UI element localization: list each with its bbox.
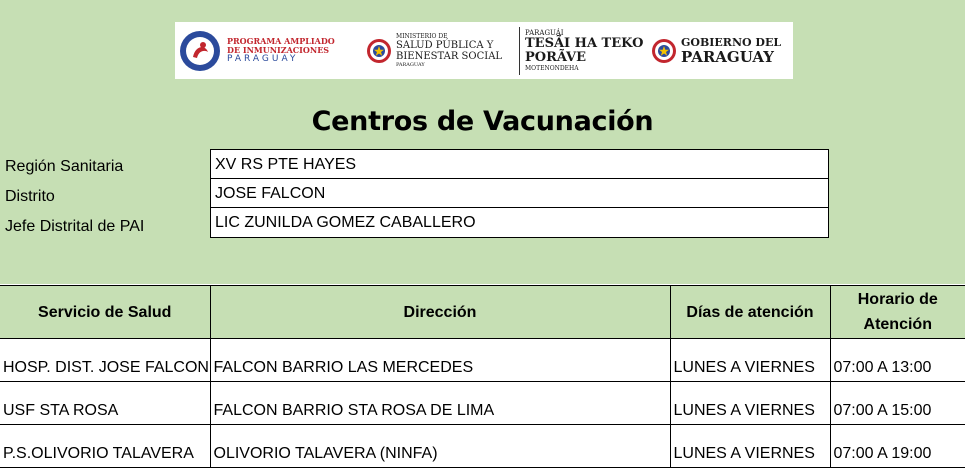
national-seal-icon — [366, 36, 392, 66]
cell-servicio: USF STA ROSA — [0, 382, 210, 425]
ministerio-logo — [354, 22, 514, 79]
tesai-line-1: PARAGUÁI — [525, 29, 564, 37]
cell-servicio: HOSP. DIST. JOSE FALCON — [0, 339, 210, 382]
header-horario: Horario de Atención — [830, 286, 965, 339]
logo-banner — [175, 22, 793, 79]
tesai-line-4: MOTENONDEHA — [525, 65, 579, 72]
ministerio-line-4: PARAGUAY — [396, 62, 425, 68]
distrito-label: Distrito — [5, 188, 55, 205]
tesai-logo — [525, 22, 645, 79]
cell-direccion: FALCON BARRIO STA ROSA DE LIMA — [210, 382, 670, 425]
national-seal-icon — [651, 36, 677, 66]
vaccination-centers-table — [0, 285, 965, 468]
table-row — [0, 425, 965, 468]
cell-direccion: OLIVORIO TALAVERA (NINFA) — [210, 425, 670, 468]
table-row — [0, 339, 965, 382]
cell-direccion: FALCON BARRIO LAS MERCEDES — [210, 339, 670, 382]
pai-mother-child-icon — [179, 30, 221, 72]
tesai-line-3: PORÃVE — [525, 50, 587, 65]
ministerio-line-2: SALUD PÚBLICA Y — [396, 40, 494, 51]
cell-dias: LUNES A VIERNES — [670, 339, 830, 382]
ministerio-line-1: MINISTERIO DE — [396, 33, 448, 40]
gobierno-line-2: PARAGUAY — [681, 48, 774, 66]
header-direccion: Dirección — [210, 286, 670, 339]
page-title: Centros de Vacunación — [311, 106, 654, 137]
gobierno-logo — [645, 22, 781, 79]
table-row — [0, 382, 965, 425]
gobierno-line-1: GOBIERNO DEL — [681, 36, 782, 49]
header-dias: Días de atención — [670, 286, 830, 339]
cell-dias: LUNES A VIERNES — [670, 382, 830, 425]
jefe-value: LIC ZUNILDA GOMEZ CABALLERO — [210, 207, 829, 238]
jefe-label: Jefe Distrital de PAI — [5, 218, 145, 235]
ministerio-line-3: BIENESTAR SOCIAL — [396, 51, 503, 62]
distrito-value: JOSE FALCON — [210, 178, 829, 207]
cell-horario: 07:00 A 19:00 — [830, 425, 965, 468]
cell-servicio: P.S.OLIVORIO TALAVERA — [0, 425, 210, 468]
pai-logo — [175, 22, 354, 79]
cell-dias: LUNES A VIERNES — [670, 425, 830, 468]
pai-line-2: DE INMUNIZACIONES — [227, 45, 330, 55]
region-value: XV RS PTE HAYES — [210, 149, 829, 178]
region-label: Región Sanitaria — [5, 158, 124, 175]
cell-horario: 07:00 A 15:00 — [830, 382, 965, 425]
tesai-line-2: TESÃI HA TEKO — [525, 36, 644, 51]
header-servicio: Servicio de Salud — [0, 286, 210, 339]
pai-line-1: PROGRAMA AMPLIADO — [227, 36, 335, 46]
logo-divider — [519, 27, 520, 75]
cell-horario: 07:00 A 13:00 — [830, 339, 965, 382]
table-header-row — [0, 286, 965, 339]
pai-line-3: PARAGUAY — [227, 54, 299, 64]
